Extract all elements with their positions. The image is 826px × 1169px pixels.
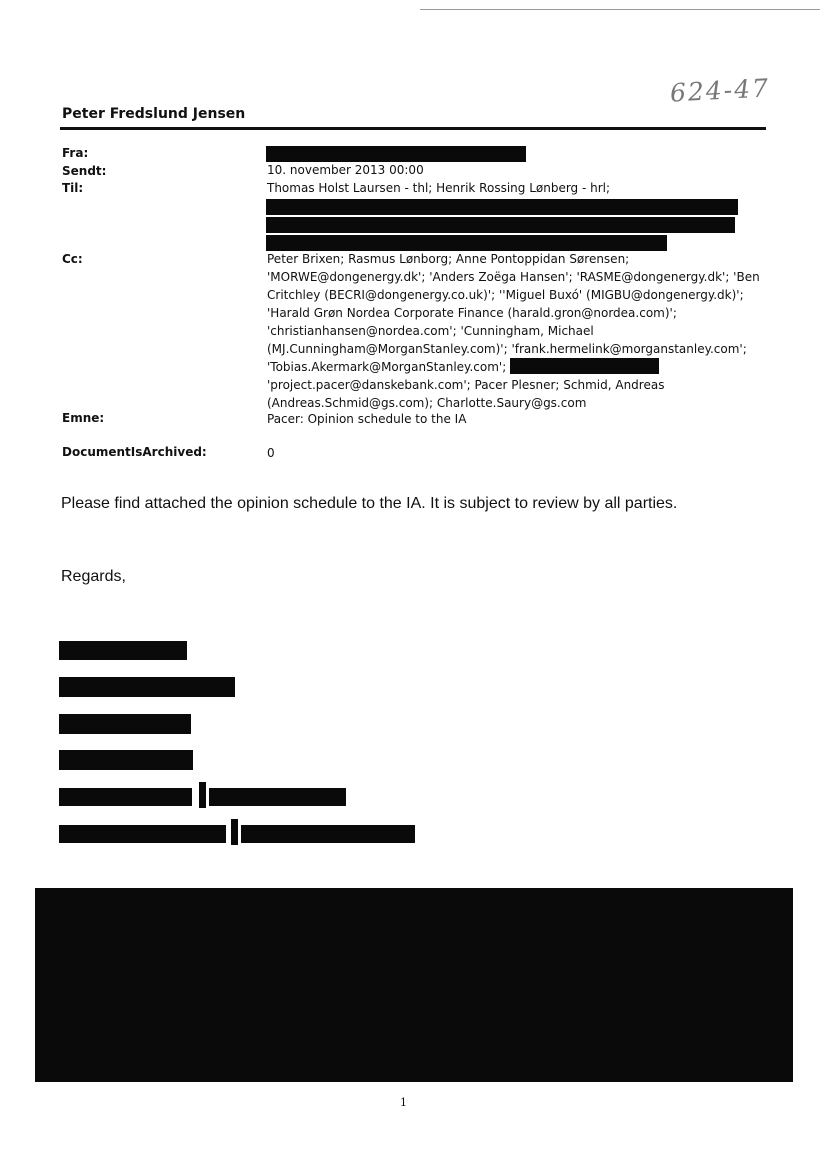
scan-edge-line — [420, 9, 820, 10]
cc-line-6: (MJ.Cunningham@MorganStanley.com)'; 'frank.hermelink@morganstanley.com'; — [267, 342, 747, 356]
subject-value: Pacer: Opinion schedule to the IA — [267, 412, 467, 426]
message-body: Please find attached the opinion schedule to the IA. It is subject to review by all parties. — [61, 495, 678, 512]
signature-redaction-1 — [59, 641, 187, 660]
cc-line-1: Peter Brixen; Rasmus Lønborg; Anne Pontoppidan Sørensen; — [267, 252, 630, 266]
signature-redaction-6a — [59, 825, 226, 843]
sender-name: Peter Fredslund Jensen — [62, 106, 246, 122]
sent-label: Sendt: — [62, 164, 107, 178]
cc-line-5: 'christianhansen@nordea.com'; 'Cunningham, Michael — [267, 324, 594, 338]
cc-line-3: Critchley (BECRI@dongenergy.co.uk)'; ''Miguel Buxó' (MIGBU@dongenergy.dk)'; — [267, 288, 744, 302]
signature-redaction-5b — [209, 788, 346, 806]
archived-label: DocumentIsArchived: — [62, 445, 207, 459]
page-number: 1 — [400, 1096, 407, 1109]
cc-line-7: 'Tobias.Akermark@MorganStanley.com'; — [267, 360, 507, 374]
signature-redaction-6b — [241, 825, 415, 843]
to-redaction-2 — [266, 217, 735, 233]
from-redaction — [266, 146, 526, 162]
closing-text: Regards, — [61, 568, 126, 585]
cc-line-9: (Andreas.Schmid@gs.com); Charlotte.Saury@gs.com — [267, 396, 587, 410]
cc-label: Cc: — [62, 252, 83, 266]
cc-redaction — [510, 358, 659, 374]
cc-line-2: 'MORWE@dongenergy.dk'; 'Anders Zoëga Hansen'; 'RASME@dongenergy.dk'; 'Ben — [267, 270, 760, 284]
signature-redaction-6-bar — [231, 819, 238, 845]
handwritten-annotation: 624-47 — [669, 73, 771, 108]
cc-line-8: 'project.pacer@danskebank.com'; Pacer Plesner; Schmid, Andreas — [267, 378, 665, 392]
to-redaction-3 — [266, 235, 667, 251]
signature-redaction-3 — [59, 714, 191, 734]
signature-redaction-5a — [59, 788, 192, 806]
archived-value: 0 — [267, 446, 275, 460]
subject-label: Emne: — [62, 411, 105, 425]
footer-redaction-block — [35, 888, 793, 1082]
to-label: Til: — [62, 181, 84, 195]
signature-redaction-5-bar — [199, 782, 206, 808]
from-label: Fra: — [62, 146, 89, 160]
to-value: Thomas Holst Laursen - thl; Henrik Rossing Lønberg - hrl; — [267, 181, 611, 195]
to-redaction-1 — [266, 199, 738, 215]
header-divider — [60, 127, 766, 130]
signature-redaction-2 — [59, 677, 235, 697]
signature-redaction-4 — [59, 750, 193, 770]
sent-value: 10. november 2013 00:00 — [267, 163, 424, 177]
cc-line-4: 'Harald Grøn Nordea Corporate Finance (harald.gron@nordea.com)'; — [267, 306, 677, 320]
